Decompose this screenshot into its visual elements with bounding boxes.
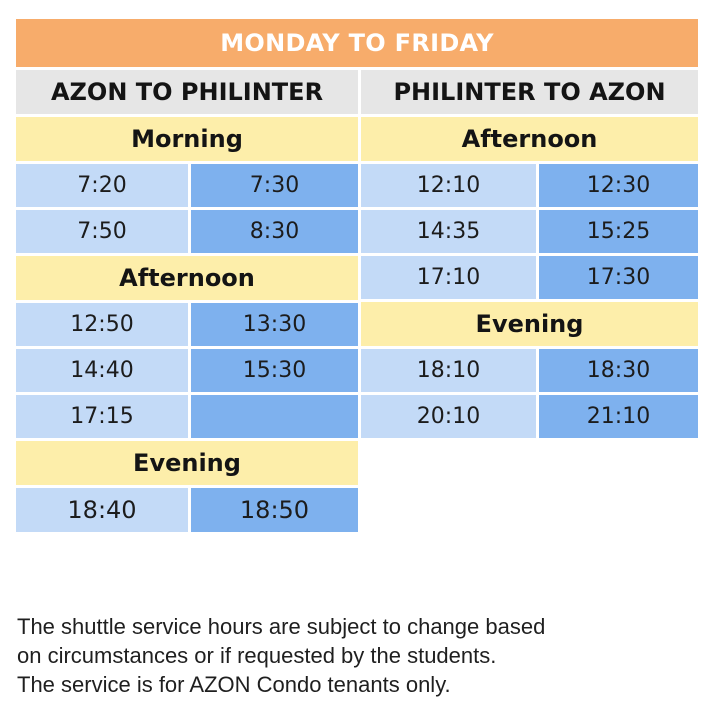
departure-time: 7:30 — [191, 164, 358, 207]
route-header: PHILINTER TO AZON — [361, 70, 698, 114]
time-row — [361, 164, 698, 207]
departure-time: 15:25 — [539, 210, 698, 253]
departure-time: 18:30 — [539, 349, 698, 392]
departure-time: 21:10 — [539, 395, 698, 438]
departure-time: 12:50 — [16, 303, 188, 346]
time-row — [16, 488, 358, 532]
notice-line: The shuttle service hours are subject to change based — [17, 614, 546, 639]
schedule-table — [16, 19, 698, 535]
time-row — [361, 210, 698, 253]
departure-time: 12:30 — [539, 164, 698, 207]
route-column-azon-to-philinter — [16, 70, 358, 535]
time-row — [361, 395, 698, 438]
time-row — [16, 210, 358, 253]
empty-time-cell — [191, 395, 358, 438]
time-row — [16, 349, 358, 392]
departure-time: 7:50 — [16, 210, 188, 253]
notice-line: The service is for AZON Condo tenants only. — [17, 672, 451, 697]
departure-time: 13:30 — [191, 303, 358, 346]
departure-time: 17:15 — [16, 395, 188, 438]
route-header: AZON TO PHILINTER — [16, 70, 358, 114]
time-row — [16, 303, 358, 346]
departure-time: 8:30 — [191, 210, 358, 253]
section-header-evening: Evening — [361, 302, 698, 346]
departure-time: 14:35 — [361, 210, 536, 253]
departure-time: 14:40 — [16, 349, 188, 392]
schedule-columns — [16, 70, 698, 535]
departure-time: 20:10 — [361, 395, 536, 438]
section-header-morning: Morning — [16, 117, 358, 161]
time-row — [16, 164, 358, 207]
time-row — [361, 349, 698, 392]
time-row — [361, 256, 698, 299]
service-notice — [17, 612, 697, 699]
route-column-philinter-to-azon — [361, 70, 698, 441]
notice-line: on circumstances or if requested by the students. — [17, 643, 497, 668]
time-row — [16, 395, 358, 438]
departure-time: 17:30 — [539, 256, 698, 299]
departure-time: 15:30 — [191, 349, 358, 392]
departure-time: 18:40 — [16, 488, 188, 532]
departure-time: 18:50 — [191, 488, 358, 532]
section-header-afternoon: Afternoon — [361, 117, 698, 161]
section-header-afternoon: Afternoon — [16, 256, 358, 300]
departure-time: 18:10 — [361, 349, 536, 392]
departure-time: 12:10 — [361, 164, 536, 207]
departure-time: 17:10 — [361, 256, 536, 299]
schedule-title: MONDAY TO FRIDAY — [16, 19, 698, 67]
departure-time: 7:20 — [16, 164, 188, 207]
section-header-evening: Evening — [16, 441, 358, 485]
